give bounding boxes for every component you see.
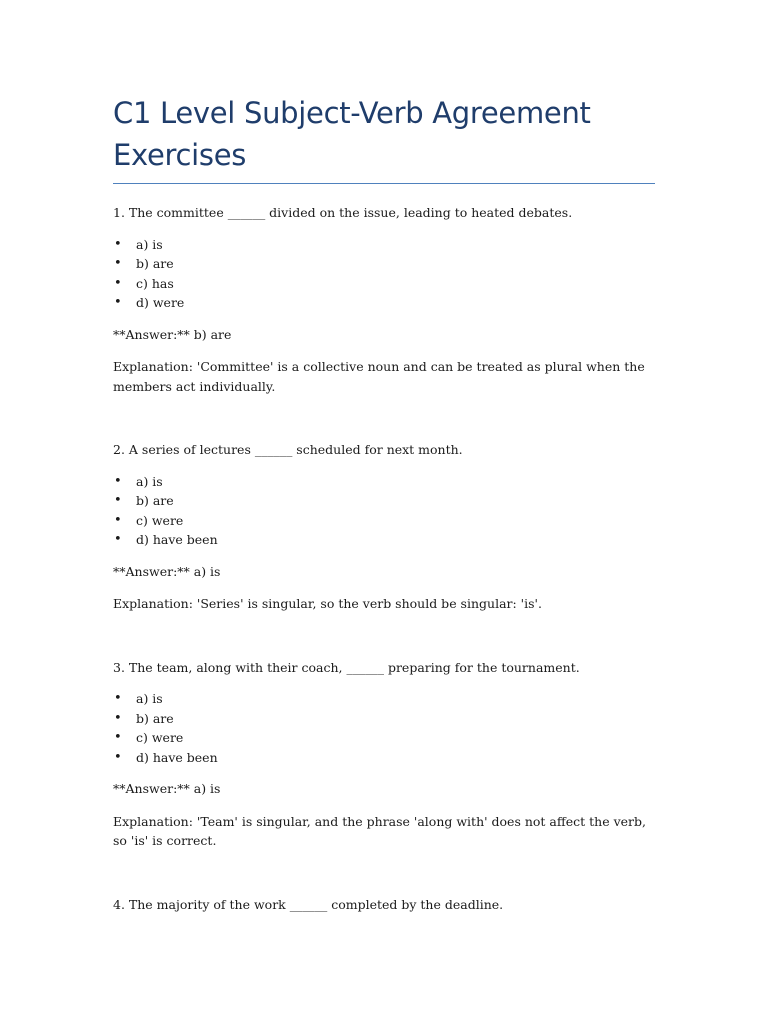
- option-label: d) were: [136, 295, 185, 310]
- option-label: b) are: [136, 493, 174, 508]
- bullet-icon: •: [114, 473, 122, 489]
- explanation-text: Explanation: 'Team' is singular, and the phrase 'along with' does not affect the verb, so 'is' is correct.: [113, 813, 647, 848]
- option-label: d) have been: [136, 532, 218, 547]
- option-label: b) are: [136, 256, 174, 271]
- option-list: [113, 472, 655, 550]
- bullet-icon: •: [114, 275, 122, 291]
- option-item: [113, 491, 655, 511]
- bullet-icon: •: [114, 512, 122, 528]
- document-page: [113, 92, 655, 926]
- option-label: b) are: [136, 710, 174, 726]
- question-block: [113, 658, 655, 851]
- option-label: c) has: [136, 275, 174, 291]
- bullet-icon: •: [114, 532, 122, 547]
- option-label: c) were: [136, 512, 184, 528]
- option-item: [113, 689, 655, 709]
- bullet-icon: •: [114, 236, 122, 252]
- option-list: [113, 235, 655, 313]
- option-label: c) were: [136, 730, 184, 745]
- option-item: [113, 235, 655, 255]
- explanation-text: Explanation: 'Series' is singular, so the verb should be singular: 'is'.: [113, 596, 542, 611]
- question-block: [113, 440, 655, 614]
- bullet-icon: •: [114, 710, 122, 726]
- option-item: [113, 254, 655, 274]
- bullet-icon: •: [114, 730, 122, 745]
- question-text: 2. A series of lectures ______ scheduled for next month.: [113, 442, 463, 457]
- option-item: [113, 709, 655, 729]
- bullet-icon: •: [114, 256, 122, 271]
- section-spacer: [113, 851, 655, 895]
- document-title: C1 Level Subject-Verb Agreement Exercises: [113, 92, 655, 184]
- option-label: a) is: [136, 473, 163, 489]
- question-text: 4. The majority of the work ______ completed by the deadline.: [113, 896, 504, 912]
- option-label: a) is: [136, 236, 163, 252]
- explanation-text: Explanation: 'Committee' is a collective noun and can be treated as plural when the members act individually.: [113, 359, 645, 394]
- question-text: 3. The team, along with their coach, ______ preparing for the tournament.: [113, 659, 580, 675]
- bullet-icon: •: [114, 691, 122, 706]
- answer-text: **Answer:** a) is: [113, 563, 221, 579]
- answer-text: **Answer:** a) is: [113, 781, 221, 796]
- option-item: [113, 274, 655, 294]
- question-block: [113, 895, 655, 915]
- bullet-icon: •: [114, 749, 122, 765]
- option-item: [113, 293, 655, 313]
- option-item: [113, 472, 655, 492]
- option-item: [113, 530, 655, 550]
- bullet-icon: •: [114, 493, 122, 508]
- section-spacer: [113, 614, 655, 658]
- question-block: [113, 203, 655, 396]
- option-item: [113, 511, 655, 531]
- option-item: [113, 748, 655, 768]
- section-spacer: [113, 396, 655, 440]
- answer-text: **Answer:** b) are: [113, 326, 232, 342]
- bullet-icon: •: [114, 295, 122, 310]
- option-label: a) is: [136, 691, 163, 706]
- option-item: [113, 728, 655, 748]
- question-text: 1. The committee ______ divided on the issue, leading to heated debates.: [113, 205, 573, 220]
- option-label: d) have been: [136, 749, 218, 765]
- option-list: [113, 689, 655, 767]
